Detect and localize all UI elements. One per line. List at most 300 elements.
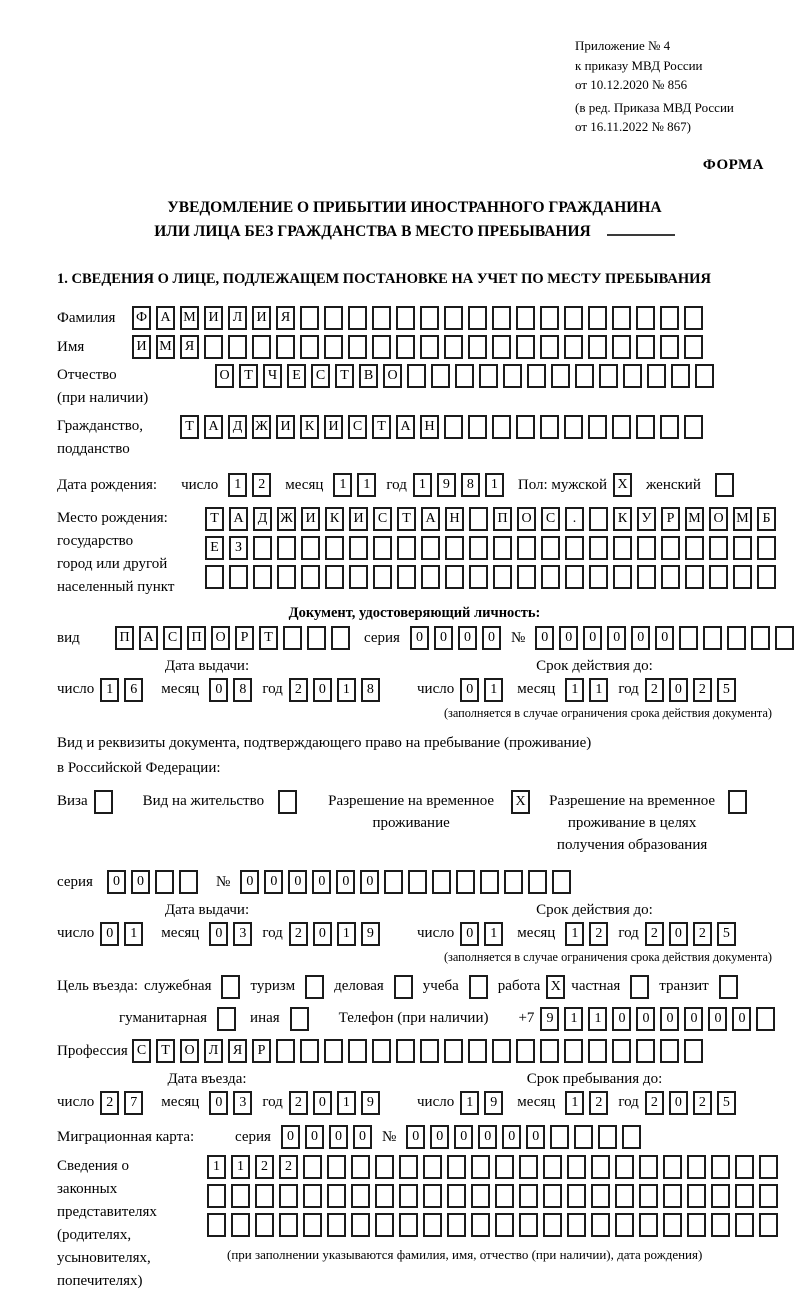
char-box[interactable] [492,306,511,330]
char-box[interactable]: И [132,335,151,359]
char-box[interactable] [492,415,511,439]
birth-year-boxes[interactable] [413,473,504,497]
char-box[interactable]: С [163,626,182,650]
char-box[interactable]: 8 [233,678,252,702]
char-box[interactable] [348,335,367,359]
birth-place-row2[interactable] [205,536,776,560]
char-box[interactable] [756,1007,775,1031]
char-box[interactable]: 0 [240,870,259,894]
char-box[interactable] [423,1155,442,1179]
char-box[interactable]: 2 [693,1091,712,1115]
char-box[interactable]: 2 [289,1091,308,1115]
char-box[interactable] [564,306,583,330]
char-box[interactable]: О [215,364,234,388]
char-box[interactable]: 0 [732,1007,751,1031]
char-box[interactable]: Т [180,415,199,439]
birth-month-boxes[interactable] [333,473,376,497]
char-box[interactable] [325,565,344,589]
char-box[interactable]: У [637,507,656,531]
char-box[interactable] [588,335,607,359]
char-box[interactable] [217,1007,236,1031]
char-box[interactable] [711,1184,730,1208]
expiry-year-boxes[interactable] [645,678,736,702]
char-box[interactable]: О [709,507,728,531]
char-box[interactable] [612,306,631,330]
char-box[interactable]: X [511,790,530,814]
char-box[interactable] [324,306,343,330]
char-box[interactable] [301,565,320,589]
char-box[interactable]: В [359,364,378,388]
entry-month-boxes[interactable] [209,1091,252,1115]
char-box[interactable] [468,306,487,330]
char-box[interactable] [636,306,655,330]
char-box[interactable] [589,565,608,589]
char-box[interactable] [733,536,752,560]
char-box[interactable]: И [349,507,368,531]
char-box[interactable] [495,1184,514,1208]
char-box[interactable] [327,1213,346,1237]
char-box[interactable]: О [211,626,230,650]
char-box[interactable] [375,1213,394,1237]
char-box[interactable]: 0 [535,626,554,650]
char-box[interactable]: Ф [132,306,151,330]
char-box[interactable]: 9 [540,1007,559,1031]
char-box[interactable] [528,870,547,894]
char-box[interactable] [565,536,584,560]
char-box[interactable]: 2 [279,1155,298,1179]
char-box[interactable] [408,870,427,894]
char-box[interactable]: 0 [353,1125,372,1149]
char-box[interactable]: 5 [717,1091,736,1115]
char-box[interactable] [727,626,746,650]
char-box[interactable]: 0 [708,1007,727,1031]
char-box[interactable]: М [685,507,704,531]
char-box[interactable]: 1 [333,473,352,497]
char-box[interactable] [397,536,416,560]
char-box[interactable] [348,306,367,330]
char-box[interactable]: 5 [717,922,736,946]
char-box[interactable] [471,1155,490,1179]
expiry-day-boxes[interactable] [460,922,503,946]
char-box[interactable]: И [252,306,271,330]
char-box[interactable] [679,626,698,650]
char-box[interactable]: Н [445,507,464,531]
doc-series-boxes[interactable] [410,626,501,650]
char-box[interactable] [396,1039,415,1063]
char-box[interactable] [660,306,679,330]
firstname-boxes[interactable] [132,335,703,359]
char-box[interactable] [397,565,416,589]
char-box[interactable] [728,790,747,814]
char-box[interactable]: И [324,415,343,439]
char-box[interactable]: Л [228,306,247,330]
char-box[interactable] [205,565,224,589]
char-box[interactable] [277,565,296,589]
char-box[interactable]: 3 [233,922,252,946]
char-box[interactable] [735,1184,754,1208]
char-box[interactable] [301,536,320,560]
char-box[interactable]: Т [259,626,278,650]
char-box[interactable] [420,335,439,359]
char-box[interactable] [290,1007,309,1031]
phone-boxes[interactable] [540,1007,775,1031]
char-box[interactable] [684,306,703,330]
char-box[interactable]: 0 [288,870,307,894]
char-box[interactable]: Т [205,507,224,531]
issue-month-boxes[interactable] [209,678,252,702]
char-box[interactable] [399,1155,418,1179]
char-box[interactable]: С [541,507,560,531]
migration-number-boxes[interactable] [406,1125,641,1149]
char-box[interactable]: 0 [669,678,688,702]
char-box[interactable] [444,415,463,439]
char-box[interactable] [307,626,326,650]
char-box[interactable] [639,1213,658,1237]
char-box[interactable] [565,565,584,589]
char-box[interactable] [567,1213,586,1237]
char-box[interactable] [660,335,679,359]
char-box[interactable]: А [396,415,415,439]
char-box[interactable] [591,1184,610,1208]
char-box[interactable] [612,335,631,359]
char-box[interactable] [276,335,295,359]
stay-month-boxes[interactable] [565,1091,608,1115]
char-box[interactable] [384,870,403,894]
gender-male-checkbox[interactable] [613,473,632,497]
expiry-year-boxes[interactable] [645,922,736,946]
char-box[interactable]: Я [180,335,199,359]
char-box[interactable] [685,536,704,560]
char-box[interactable] [303,1213,322,1237]
temp-permit-edu-checkbox[interactable] [728,790,747,814]
char-box[interactable] [324,1039,343,1063]
char-box[interactable] [639,1184,658,1208]
char-box[interactable] [492,1039,511,1063]
char-box[interactable] [661,536,680,560]
char-box[interactable] [733,565,752,589]
char-box[interactable] [447,1213,466,1237]
char-box[interactable] [431,364,450,388]
char-box[interactable] [471,1184,490,1208]
char-box[interactable] [255,1184,274,1208]
char-box[interactable]: 1 [337,678,356,702]
entry-day-boxes[interactable] [100,1091,143,1115]
char-box[interactable] [684,335,703,359]
char-box[interactable] [543,1155,562,1179]
char-box[interactable] [204,335,223,359]
char-box[interactable] [759,1184,778,1208]
char-box[interactable] [351,1155,370,1179]
char-box[interactable]: 1 [337,922,356,946]
char-box[interactable] [253,536,272,560]
char-box[interactable]: П [187,626,206,650]
char-box[interactable] [471,1213,490,1237]
char-box[interactable] [517,536,536,560]
char-box[interactable] [541,565,560,589]
purpose-transit-checkbox[interactable] [719,975,738,999]
char-box[interactable]: 1 [100,678,119,702]
char-box[interactable] [527,364,546,388]
char-box[interactable] [703,626,722,650]
char-box[interactable] [372,335,391,359]
char-box[interactable] [519,1155,538,1179]
char-box[interactable]: 0 [313,1091,332,1115]
char-box[interactable]: Б [757,507,776,531]
char-box[interactable]: 2 [645,678,664,702]
char-box[interactable] [711,1155,730,1179]
char-box[interactable] [492,335,511,359]
char-box[interactable]: 0 [406,1125,425,1149]
char-box[interactable] [469,975,488,999]
char-box[interactable] [687,1155,706,1179]
char-box[interactable] [540,1039,559,1063]
char-box[interactable]: 0 [655,626,674,650]
char-box[interactable] [444,306,463,330]
char-box[interactable] [279,1184,298,1208]
char-box[interactable] [613,565,632,589]
char-box[interactable] [278,790,297,814]
char-box[interactable]: И [276,415,295,439]
birth-place-row1[interactable] [205,507,776,531]
char-box[interactable] [373,536,392,560]
char-box[interactable] [421,565,440,589]
char-box[interactable] [372,1039,391,1063]
char-box[interactable] [420,306,439,330]
char-box[interactable]: 0 [460,678,479,702]
char-box[interactable]: 0 [410,626,429,650]
char-box[interactable]: 1 [589,678,608,702]
char-box[interactable] [613,536,632,560]
char-box[interactable] [757,536,776,560]
char-box[interactable] [775,626,794,650]
char-box[interactable] [615,1155,634,1179]
char-box[interactable] [255,1213,274,1237]
char-box[interactable] [711,1213,730,1237]
char-box[interactable]: 2 [693,678,712,702]
char-box[interactable] [663,1155,682,1179]
birth-day-boxes[interactable] [228,473,271,497]
char-box[interactable] [660,415,679,439]
char-box[interactable]: 0 [336,870,355,894]
char-box[interactable]: 1 [565,678,584,702]
char-box[interactable]: А [139,626,158,650]
migration-series-boxes[interactable] [281,1125,372,1149]
char-box[interactable] [479,364,498,388]
surname-boxes[interactable] [132,306,703,330]
gender-female-checkbox[interactable] [715,473,734,497]
char-box[interactable] [637,536,656,560]
char-box[interactable] [423,1213,442,1237]
purpose-private-checkbox[interactable] [630,975,649,999]
char-box[interactable]: 0 [305,1125,324,1149]
char-box[interactable] [564,1039,583,1063]
char-box[interactable]: 7 [124,1091,143,1115]
temp-permit-checkbox[interactable] [511,790,530,814]
char-box[interactable]: М [733,507,752,531]
char-box[interactable] [637,565,656,589]
char-box[interactable] [735,1155,754,1179]
issue-year-boxes[interactable] [289,922,380,946]
char-box[interactable] [373,565,392,589]
char-box[interactable] [612,415,631,439]
page-number-blank[interactable] [607,234,675,236]
expiry-month-boxes[interactable] [565,922,608,946]
char-box[interactable] [735,1213,754,1237]
char-box[interactable] [375,1155,394,1179]
char-box[interactable]: 1 [484,678,503,702]
char-box[interactable] [407,364,426,388]
char-box[interactable]: 0 [454,1125,473,1149]
char-box[interactable]: 0 [660,1007,679,1031]
char-box[interactable] [615,1213,634,1237]
char-box[interactable]: 2 [645,922,664,946]
char-box[interactable]: А [229,507,248,531]
char-box[interactable] [221,975,240,999]
char-box[interactable] [468,1039,487,1063]
char-box[interactable] [279,1213,298,1237]
char-box[interactable]: 1 [485,473,504,497]
char-box[interactable]: 0 [264,870,283,894]
char-box[interactable] [684,1039,703,1063]
char-box[interactable] [564,415,583,439]
char-box[interactable] [598,1125,617,1149]
char-box[interactable]: 1 [565,922,584,946]
char-box[interactable] [349,565,368,589]
char-box[interactable] [564,335,583,359]
char-box[interactable]: З [229,536,248,560]
char-box[interactable] [155,870,174,894]
char-box[interactable] [623,364,642,388]
char-box[interactable] [493,536,512,560]
char-box[interactable] [695,364,714,388]
issue-day-boxes[interactable] [100,922,143,946]
doc-type-boxes[interactable] [115,626,350,650]
char-box[interactable] [715,473,734,497]
purpose-work-checkbox[interactable] [546,975,565,999]
char-box[interactable] [687,1184,706,1208]
char-box[interactable] [276,1039,295,1063]
char-box[interactable]: 0 [360,870,379,894]
char-box[interactable] [447,1155,466,1179]
char-box[interactable]: 2 [100,1091,119,1115]
char-box[interactable]: А [156,306,175,330]
char-box[interactable]: 0 [434,626,453,650]
char-box[interactable]: Д [253,507,272,531]
char-box[interactable] [303,1155,322,1179]
char-box[interactable] [351,1184,370,1208]
char-box[interactable] [324,335,343,359]
char-box[interactable] [327,1184,346,1208]
char-box[interactable] [575,364,594,388]
char-box[interactable] [612,1039,631,1063]
char-box[interactable]: X [546,975,565,999]
char-box[interactable]: 3 [233,1091,252,1115]
char-box[interactable]: Т [397,507,416,531]
char-box[interactable] [504,870,523,894]
expiry-month-boxes[interactable] [565,678,608,702]
visa-checkbox[interactable] [94,790,113,814]
char-box[interactable] [349,536,368,560]
char-box[interactable]: 0 [669,1091,688,1115]
char-box[interactable] [348,1039,367,1063]
char-box[interactable] [351,1213,370,1237]
char-box[interactable] [423,1184,442,1208]
char-box[interactable] [663,1184,682,1208]
char-box[interactable]: 0 [636,1007,655,1031]
char-box[interactable]: 1 [207,1155,226,1179]
char-box[interactable] [283,626,302,650]
char-box[interactable]: 1 [565,1091,584,1115]
char-box[interactable]: 0 [684,1007,703,1031]
char-box[interactable] [551,364,570,388]
char-box[interactable] [94,790,113,814]
char-box[interactable]: 0 [458,626,477,650]
char-box[interactable]: 8 [361,678,380,702]
char-box[interactable] [709,565,728,589]
char-box[interactable] [375,1184,394,1208]
char-box[interactable]: 1 [484,922,503,946]
char-box[interactable] [589,536,608,560]
issue-month-boxes[interactable] [209,922,252,946]
char-box[interactable]: 0 [583,626,602,650]
char-box[interactable] [567,1155,586,1179]
char-box[interactable]: Д [228,415,247,439]
char-box[interactable]: 0 [312,870,331,894]
char-box[interactable]: Н [420,415,439,439]
char-box[interactable] [207,1213,226,1237]
char-box[interactable] [495,1213,514,1237]
char-box[interactable] [615,1184,634,1208]
char-box[interactable]: 0 [559,626,578,650]
char-box[interactable]: 0 [313,922,332,946]
char-box[interactable] [519,1184,538,1208]
char-box[interactable]: Т [335,364,354,388]
char-box[interactable]: П [493,507,512,531]
char-box[interactable]: 2 [589,922,608,946]
char-box[interactable]: М [180,306,199,330]
legal-representatives-row2[interactable] [207,1184,778,1208]
char-box[interactable]: 2 [289,678,308,702]
purpose-humanitarian-checkbox[interactable] [217,1007,236,1031]
char-box[interactable]: М [156,335,175,359]
char-box[interactable] [469,536,488,560]
char-box[interactable] [445,536,464,560]
char-box[interactable]: А [421,507,440,531]
char-box[interactable]: 0 [100,922,119,946]
purpose-business-checkbox[interactable] [394,975,413,999]
char-box[interactable]: 0 [313,678,332,702]
char-box[interactable]: С [311,364,330,388]
char-box[interactable]: 0 [131,870,150,894]
char-box[interactable] [300,1039,319,1063]
char-box[interactable]: 0 [107,870,126,894]
char-box[interactable]: 0 [631,626,650,650]
char-box[interactable]: И [204,306,223,330]
char-box[interactable]: С [132,1039,151,1063]
char-box[interactable] [399,1213,418,1237]
char-box[interactable]: К [300,415,319,439]
char-box[interactable] [684,415,703,439]
char-box[interactable] [253,565,272,589]
char-box[interactable]: 0 [209,922,228,946]
char-box[interactable]: 0 [526,1125,545,1149]
char-box[interactable] [179,870,198,894]
char-box[interactable] [517,565,536,589]
issue-year-boxes[interactable] [289,678,380,702]
char-box[interactable]: 5 [717,678,736,702]
char-box[interactable]: Я [228,1039,247,1063]
char-box[interactable]: Я [276,306,295,330]
